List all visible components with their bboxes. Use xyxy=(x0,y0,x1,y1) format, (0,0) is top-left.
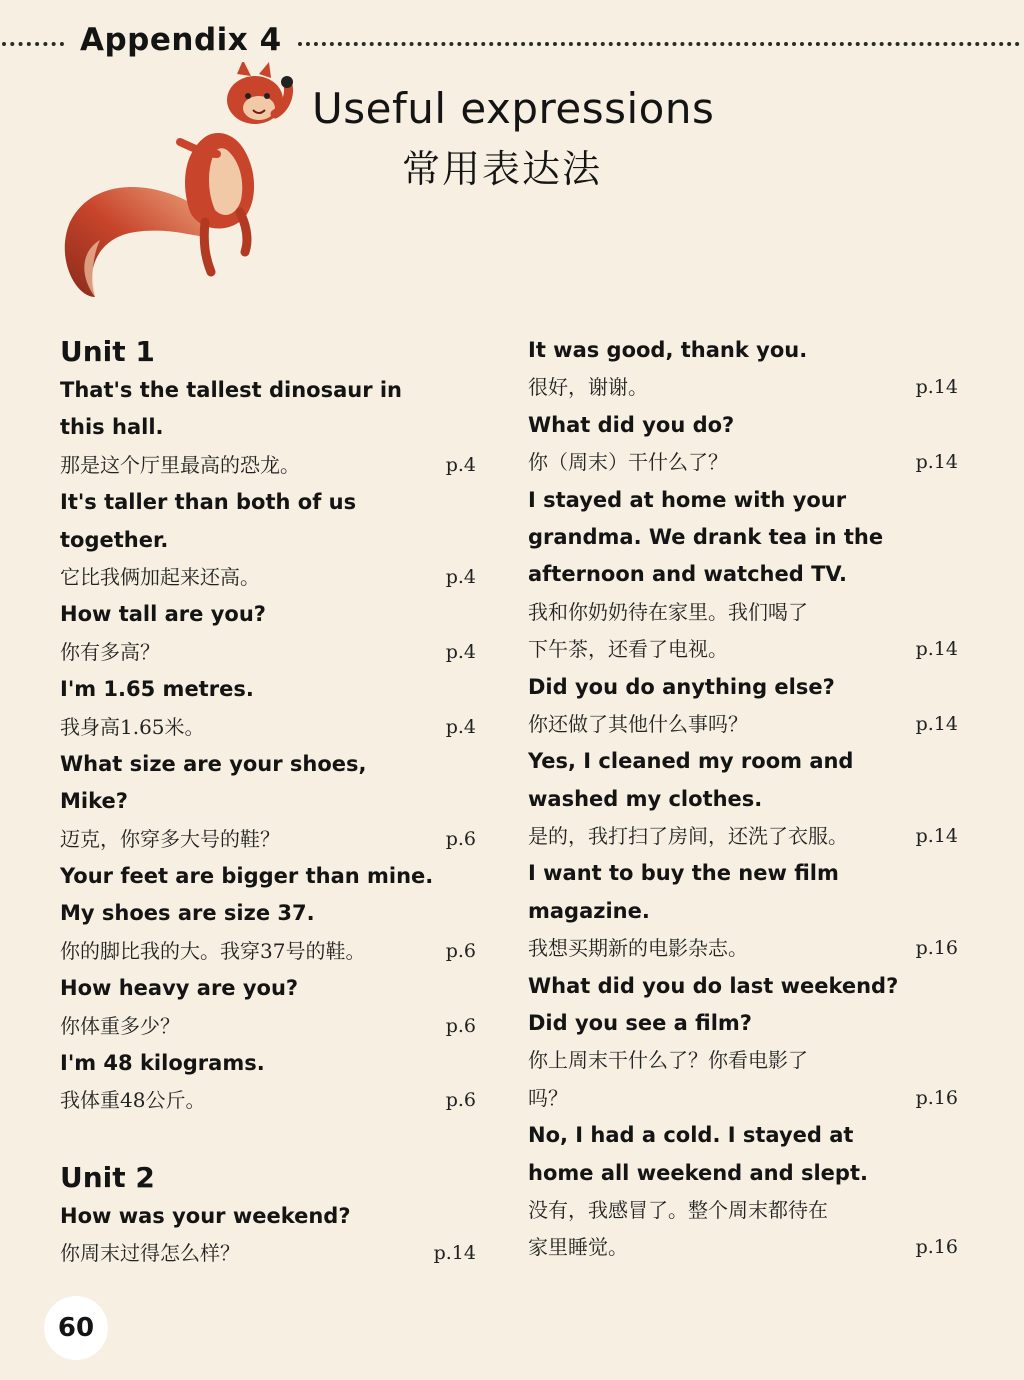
appendix-header xyxy=(0,22,1024,62)
english-expression xyxy=(528,743,968,780)
chinese-translation xyxy=(528,706,968,743)
expression-text: Your feet are bigger than mine. xyxy=(60,864,434,889)
expression-text: How tall are you? xyxy=(60,602,266,627)
page-reference: p.16 xyxy=(915,937,958,960)
expression-text: 迈克，你穿多大号的鞋？ xyxy=(60,826,280,851)
dotted-rule-right xyxy=(298,42,1020,46)
page-reference: p.6 xyxy=(445,1089,476,1112)
english-expression xyxy=(528,407,968,444)
page-reference: p.16 xyxy=(915,1236,958,1259)
chinese-translation xyxy=(60,447,490,484)
expression-text: 家里睡觉。 xyxy=(528,1235,628,1260)
page-reference: p.4 xyxy=(445,565,476,588)
dotted-rule-left xyxy=(2,42,64,46)
expression-text: What size are your shoes, xyxy=(60,751,367,776)
english-expression xyxy=(528,968,968,1005)
squirrel-icon xyxy=(55,62,305,302)
left-column xyxy=(60,332,490,1273)
expression-text: My shoes are size 37. xyxy=(60,901,315,926)
page-number: 60 xyxy=(44,1296,108,1360)
page-reference: p.14 xyxy=(433,1242,476,1265)
chinese-translation xyxy=(60,634,490,671)
expression-text: 吗？ xyxy=(528,1085,568,1110)
right-column xyxy=(528,332,968,1267)
expression-text: That's the tallest dinosaur in xyxy=(60,378,403,402)
page-reference: p.14 xyxy=(915,451,958,474)
expression-text: 我体重48公斤。 xyxy=(60,1088,206,1113)
expression-text: I'm 1.65 metres. xyxy=(60,677,254,702)
page-reference: p.4 xyxy=(445,715,476,738)
english-expression xyxy=(60,409,490,446)
expression-text: It was good, thank you. xyxy=(528,338,808,362)
expression-text: 是的，我打扫了房间，还洗了衣服。 xyxy=(528,824,848,849)
expression-text: washed my clothes. xyxy=(528,786,763,811)
expression-text: 它比我俩加起来还高。 xyxy=(60,564,260,589)
expression-text: 你体重多少？ xyxy=(60,1013,180,1038)
chinese-translation xyxy=(528,444,968,481)
english-expression xyxy=(60,484,490,521)
expression-text: How heavy are you? xyxy=(60,976,299,1001)
page-reference: p.6 xyxy=(445,939,476,962)
unit-heading: Unit 1 xyxy=(60,335,155,368)
expression-text: 你（周末）干什么了？ xyxy=(528,450,728,475)
chinese-translation xyxy=(60,821,490,858)
appendix-title: Appendix 4 xyxy=(80,22,282,58)
expression-text: 你周末过得怎么样？ xyxy=(60,1241,240,1266)
english-expression xyxy=(528,893,968,930)
expression-text: 你还做了其他什么事吗？ xyxy=(528,711,748,736)
english-expression xyxy=(528,1117,968,1154)
english-expression xyxy=(60,1198,490,1235)
expression-text: 我想买期新的电影杂志。 xyxy=(528,936,748,961)
english-expression xyxy=(528,855,968,892)
english-expression xyxy=(528,519,968,556)
english-expression xyxy=(528,1005,968,1042)
unit-heading: Unit 2 xyxy=(60,1160,155,1194)
expression-text: 很好，谢谢。 xyxy=(528,375,648,400)
english-expression xyxy=(528,556,968,593)
expression-text: afternoon and watched TV. xyxy=(528,562,847,587)
expression-text: together. xyxy=(60,527,169,552)
expression-text: Mike? xyxy=(60,789,128,814)
expression-text: 没有，我感冒了。整个周末都待在 xyxy=(528,1197,828,1222)
expression-text: home all weekend and slept. xyxy=(528,1160,868,1185)
page-reference: p.14 xyxy=(915,376,958,399)
page-title-chinese: 常用表达法 xyxy=(402,147,603,191)
expression-text: It's taller than both of us xyxy=(60,490,357,515)
expression-text: How was your weekend? xyxy=(60,1203,351,1228)
expression-text: 那是这个厅里最高的恐龙。 xyxy=(60,452,300,477)
chinese-translation xyxy=(528,594,968,631)
page-reference: p.16 xyxy=(915,1086,958,1109)
expression-text: Did you do anything else? xyxy=(528,674,835,699)
expression-text: I want to buy the new film xyxy=(528,861,839,886)
english-expression xyxy=(60,596,490,633)
expression-text: this hall. xyxy=(60,415,164,440)
chinese-translation xyxy=(528,631,968,668)
chinese-translation xyxy=(60,1235,490,1272)
expression-list xyxy=(60,1198,490,1273)
expression-text: 我身高1.65米。 xyxy=(60,714,205,739)
chinese-translation xyxy=(60,709,490,746)
expression-list xyxy=(528,332,968,1267)
english-expression xyxy=(60,895,490,932)
expression-text: 你有多高？ xyxy=(60,639,160,664)
expression-text: What did you do? xyxy=(528,412,735,437)
english-expression xyxy=(60,372,490,409)
expression-text: 你上周末干什么了？你看电影了 xyxy=(528,1048,808,1073)
english-expression xyxy=(60,858,490,895)
english-expression xyxy=(528,669,968,706)
expression-text: Yes, I cleaned my room and xyxy=(528,749,854,774)
expression-text: 我和你奶奶待在家里。我们喝了 xyxy=(528,599,808,624)
english-expression xyxy=(60,783,490,820)
expression-text: grandma. We drank tea in the xyxy=(528,524,884,549)
chinese-translation xyxy=(528,369,968,406)
chinese-translation xyxy=(528,930,968,967)
english-expression xyxy=(528,1155,968,1192)
chinese-translation xyxy=(60,933,490,970)
page-title: Useful expressions xyxy=(312,84,715,133)
page-reference: p.14 xyxy=(915,638,958,661)
chinese-translation xyxy=(60,1008,490,1045)
chinese-translation xyxy=(528,1080,968,1117)
english-expression xyxy=(60,970,490,1007)
expression-text: Did you see a film? xyxy=(528,1011,752,1036)
chinese-translation xyxy=(528,1042,968,1079)
expression-text: 你的脚比我的大。我穿37号的鞋。 xyxy=(60,938,366,963)
page-reference: p.6 xyxy=(445,827,476,850)
page-reference: p.6 xyxy=(445,1014,476,1037)
english-expression xyxy=(60,522,490,559)
expression-text: What did you do last weekend? xyxy=(528,973,899,998)
english-expression xyxy=(60,1045,490,1082)
page-reference: p.4 xyxy=(445,640,476,663)
page-reference: p.14 xyxy=(915,825,958,848)
chinese-translation xyxy=(60,559,490,596)
expression-text: I stayed at home with your xyxy=(528,487,847,512)
expression-text: I'm 48 kilograms. xyxy=(60,1051,265,1076)
english-expression xyxy=(60,746,490,783)
english-expression xyxy=(528,482,968,519)
english-expression xyxy=(528,781,968,818)
chinese-translation xyxy=(528,818,968,855)
chinese-translation xyxy=(528,1229,968,1266)
page-reference: p.14 xyxy=(915,712,958,735)
expression-text: No, I had a cold. I stayed at xyxy=(528,1123,854,1148)
chinese-translation xyxy=(60,1082,490,1119)
english-expression xyxy=(528,332,968,369)
chinese-translation xyxy=(528,1192,968,1229)
english-expression xyxy=(60,671,490,708)
page-reference: p.4 xyxy=(445,453,476,476)
expression-list xyxy=(60,372,490,1120)
expression-text: 下午茶，还看了电视。 xyxy=(528,637,728,662)
expression-text: magazine. xyxy=(528,898,650,923)
